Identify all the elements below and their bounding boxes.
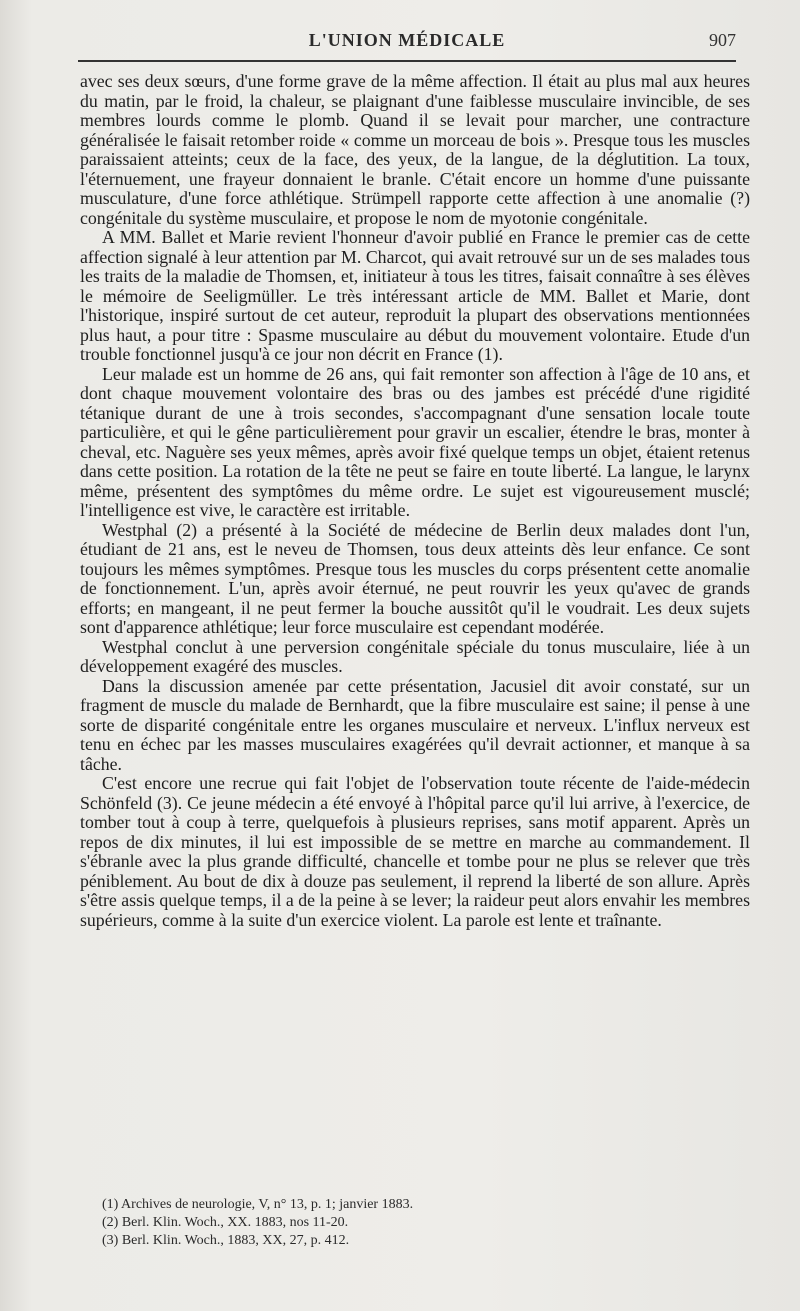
paragraph: avec ses deux sœurs, d'une forme grave de la même affection. Il était au plus mal aux heures du matin, par le froid, la chaleur, se plaignant d'une faiblesse musculaire invincible, de ses membres lourds comme le plomb. Quand il se levait pour marcher, une contracture généralisée le faisait retomber roide « comme un morceau de bois ». Presque tous les muscles paraissaient atteints; ceux de la face, des yeux, de la langue, de la déglutition. La toux, l'éternuement, une frayeur donnaient le branle. C'était encore un homme d'une puissante musculature, d'une force athlétique. Strümpell rapporte cette affection à une anomalie (?) congénitale du système musculaire, et propose le nom de myotonie congénitale. (80, 71, 750, 228)
footnote: (2) Berl. Klin. Woch., XX. 1883, nos 11-20. (102, 1215, 349, 1230)
footnote: (1) Archives de neurologie, V, n° 13, p. 1; janvier 1883. (102, 1197, 414, 1212)
page-header (78, 30, 736, 54)
paragraph: Dans la discussion amenée par cette présentation, Jacusiel dit avoir constaté, sur un fragment de muscle du malade de Bernhardt, que la fibre musculaire est saine; il pense à une sorte de disparité congénitale entre les organes musculaire et nerveux. L'influx nerveux est tenu en échec par les masses musculaires exagérées qu'il devrait actionner, et manque à sa tâche. (80, 675, 750, 774)
paragraph: Westphal conclut à une perversion congénitale spéciale du tonus musculaire, liée à un développement exagéré des muscles. (80, 636, 750, 676)
running-title: L'UNION MÉDICALE (308, 30, 506, 50)
paragraph: C'est encore une recrue qui fait l'objet de l'observation toute récente de l'aide-médecin Schönfeld (3). Ce jeune médecin a été envoyé à l'hôpital parce qu'il lui arrive, à l'exercice, de tomber tout à coup à terre, quelquefois à plusieurs reprises, sans motif apparent. Après un repos de dix minutes, il lui est impossible de se mettre en marche au commandement. Il s'ébranle avec la plus grande difficulté, chancelle et tombe pour ne plus se relever que très péniblement. Au bout de dix à douze pas seulement, il reprend la liberté de son allure. Après s'être assis quelque temps, il a de la peine à se lever; la raideur peut alors envahir les membres supérieurs, comme à la suite d'un exercice violent. La parole est lente et traînante. (80, 773, 750, 930)
paragraph: Leur malade est un homme de 26 ans, qui fait remonter son affection à l'âge de 10 ans, et dont chaque mouvement volontaire des bras ou des jambes est précédé d'une rigidité tétanique durant de une à trois secondes, s'accompagnant d'une sensation locale toute particulière, et qui le gêne particulièrement pour gravir un escalier, étendre le bras, monter à cheval, etc. Naguère ses yeux mêmes, après avoir fixé quelque temps un objet, étaient retenus dans cette position. La rotation de la tête ne peut se faire en toute liberté. La langue, le larynx même, présentent des symptômes du même ordre. Le sujet est vigoureusement musclé; l'intelligence est vive, le caractère est irritable. (80, 363, 750, 520)
body-text (80, 72, 750, 930)
footnote: (3) Berl. Klin. Woch., 1883, XX, 27, p. 412. (102, 1233, 350, 1248)
footnotes (80, 1196, 750, 1250)
header-rule (78, 60, 736, 62)
paragraph: A MM. Ballet et Marie revient l'honneur d'avoir publié en France le premier cas de cette affection signalé à leur attention par M. Charcot, qui avait retrouvé sur un de ses malades tous les traits de la maladie de Thomsen, et, initiateur à tous les titres, faisait connaître à ses élèves le mémoire de Seeligmüller. Le très intéressant article de MM. Ballet et Marie, dont l'historique, inspiré surtout de cet auteur, reproduit la plupart des observations mentionnées plus haut, a pour titre : Spasme musculaire au début du mouvement volontaire. Etude d'un trouble fonctionnel jusqu'à ce jour non décrit en France (1). (80, 227, 750, 364)
page-number: 907 (709, 30, 736, 50)
paragraph: Westphal (2) a présenté à la Société de médecine de Berlin deux malades dont l'un, étudiant de 21 ans, est le neveu de Thomsen, tous deux atteints dès leur enfance. Ce sont toujours les mêmes symptômes. Presque tous les muscles du corps présentent cette anomalie de fonctionnement. L'un, après avoir éternué, ne peut rouvrir les yeux qu'avec de grands efforts; en mangeant, il ne peut fermer la bouche aussitôt qu'il le voudrait. Les deux sujets sont d'apparence athlétique; leur force musculaire est cependant modérée. (80, 519, 750, 637)
